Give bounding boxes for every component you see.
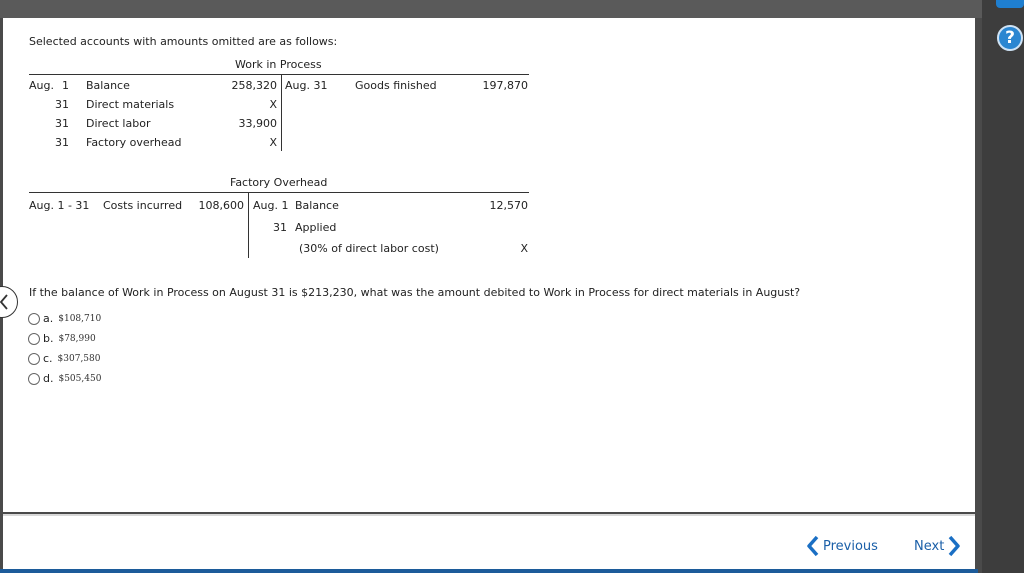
option-letter: c.: [43, 352, 53, 365]
wip-debit-day: 31: [55, 117, 69, 130]
sidebar-tab[interactable]: [996, 0, 1024, 8]
wip-debit-amount: X: [269, 98, 277, 111]
foh-credit-desc: (30% of direct labor cost): [299, 242, 439, 255]
option-a[interactable]: [28, 312, 101, 325]
wip-debit-day: 31: [55, 136, 69, 149]
next-label: Next: [914, 538, 945, 554]
option-value: $505,450: [58, 373, 102, 384]
foh-top-rule: [29, 192, 529, 193]
chevron-right-icon: [947, 535, 961, 557]
top-toolbar: [0, 0, 1024, 18]
wip-debit-desc: Direct materials: [86, 98, 175, 111]
wip-center-rule: [281, 74, 282, 151]
option-letter: a.: [43, 312, 54, 325]
option-letter: b.: [43, 332, 54, 345]
next-button[interactable]: [914, 535, 961, 557]
question-circle-icon[interactable]: ?: [997, 25, 1023, 51]
radio-button[interactable]: [28, 353, 40, 365]
foh-debit-date: Aug. 1 - 31: [29, 199, 90, 212]
wip-debit-desc: Direct labor: [86, 117, 151, 130]
chevron-left-icon: [806, 535, 820, 557]
previous-button[interactable]: [806, 535, 878, 557]
foh-credit-date: Aug. 1: [253, 199, 289, 212]
wip-debit-day: 31: [55, 98, 69, 111]
foh-debit-amount: 108,600: [198, 199, 244, 212]
chevron-left-icon: [0, 294, 9, 310]
right-sidebar: [982, 0, 1024, 573]
option-value: $108,710: [58, 313, 102, 324]
question-text: If the balance of Work in Process on August 31 is $213,230, what was the amount debited to Work in Process for direct materials in August?: [29, 286, 801, 299]
foh-debit-desc: Costs incurred: [103, 199, 183, 212]
intro-text: Selected accounts with amounts omitted are as follows:: [29, 35, 338, 48]
option-letter: d.: [43, 372, 54, 385]
foh-credit-amount: X: [520, 242, 528, 255]
radio-button[interactable]: [28, 313, 40, 325]
option-d[interactable]: [28, 372, 101, 385]
bottom-bar: [0, 569, 978, 573]
wip-debit-month: Aug.: [29, 79, 54, 92]
wip-debit-amount: 33,900: [238, 117, 277, 130]
radio-button[interactable]: [28, 373, 40, 385]
wip-debit-amount: 258,320: [231, 79, 277, 92]
wip-credit-date: Aug. 31: [285, 79, 328, 92]
wip-credit-desc: Goods finished: [355, 79, 437, 92]
foh-credit-desc: Balance: [295, 199, 339, 212]
foh-credit-date: 31: [273, 221, 287, 234]
wip-debit-day: 1: [62, 79, 69, 92]
option-c[interactable]: [28, 352, 101, 365]
question-panel: [3, 18, 975, 512]
foh-center-rule: [248, 192, 249, 258]
wip-top-rule: [29, 74, 529, 75]
footer-nav: [3, 514, 975, 569]
radio-button[interactable]: [28, 333, 40, 345]
previous-label: Previous: [823, 538, 878, 554]
option-b[interactable]: [28, 332, 96, 345]
option-value: $78,990: [58, 333, 96, 344]
wip-debit-desc: Factory overhead: [86, 136, 182, 149]
option-value: $307,580: [57, 353, 101, 364]
wip-debit-amount: X: [269, 136, 277, 149]
foh-title: Factory Overhead: [230, 176, 328, 189]
foh-credit-amount: 12,570: [489, 199, 528, 212]
wip-debit-desc: Balance: [86, 79, 130, 92]
wip-title: Work in Process: [235, 58, 322, 71]
wip-credit-amount: 197,870: [482, 79, 528, 92]
foh-credit-desc: Applied: [295, 221, 337, 234]
